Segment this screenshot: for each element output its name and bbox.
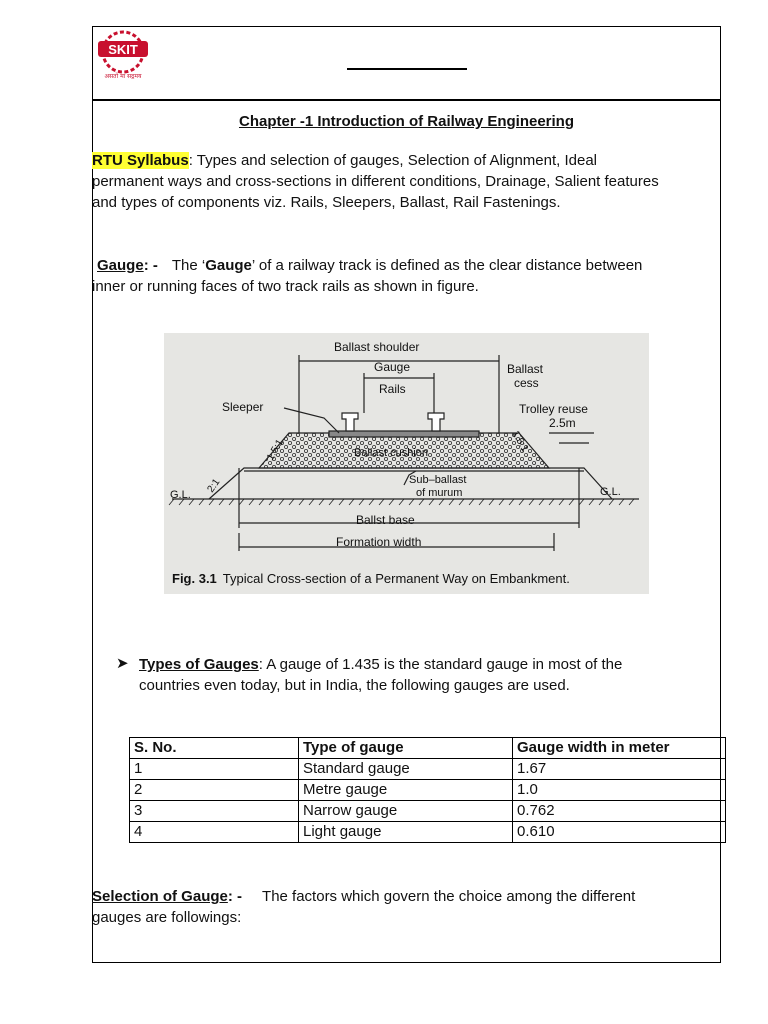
selection-paragraph — [92, 886, 721, 928]
table-header-cell: Type of gauge — [299, 738, 513, 759]
table-cell: 0.610 — [513, 822, 726, 843]
page-header — [92, 26, 721, 101]
syllabus-paragraph — [92, 150, 721, 213]
syllabus-line3: and types of components viz. Rails, Sleepers, Ballast, Rail Fastenings. — [92, 194, 561, 211]
table-row — [130, 759, 726, 780]
table-cell: 4 — [130, 822, 299, 843]
logo-tagline: असतो मा सद्गमय — [104, 73, 142, 80]
label-gauge: Gauge — [374, 360, 411, 374]
label-ballast-base: Ballst base — [356, 513, 415, 527]
gauge-label: Gauge — [97, 257, 144, 274]
table-cell: 2 — [130, 780, 299, 801]
gauge-line2: inner or running faces of two track rails as shown in figure. — [92, 278, 479, 295]
table-cell: Standard gauge — [299, 759, 513, 780]
table-header-cell: Gauge width in meter — [513, 738, 726, 759]
selection-line1: The factors which govern the choice among the different — [262, 888, 636, 905]
types-paragraph — [139, 654, 721, 696]
label-gl-left: G.L. — [170, 489, 191, 501]
figure-caption-number: Fig. 3.1 — [172, 571, 217, 586]
gauge-table — [129, 737, 726, 843]
gauge-post: ’ of a railway track is defined as the clear distance between — [251, 257, 643, 274]
label-gl-right: G.L. — [600, 486, 621, 498]
selection-sep: : - — [227, 888, 243, 905]
table-cell: Light gauge — [299, 822, 513, 843]
cross-section-figure — [164, 333, 649, 594]
skit-logo — [95, 30, 151, 82]
header-underline — [347, 68, 467, 70]
figure-caption-text: Typical Cross-section of a Permanent Way on Embankment. — [222, 571, 570, 586]
figure-caption — [172, 571, 570, 586]
label-slope-outer: 2:1 — [205, 477, 223, 495]
table-header-cell: S. No. — [130, 738, 299, 759]
chapter-title: Chapter -1 Introduction of Railway Engineering — [238, 113, 575, 130]
table-header-row — [130, 738, 726, 759]
table-row — [130, 822, 726, 843]
label-sleeper: Sleeper — [222, 400, 264, 414]
label-ballast-cess-2: cess — [514, 376, 539, 390]
label-rails: Rails — [379, 382, 406, 396]
selection-line2: gauges are followings: — [92, 909, 242, 926]
label-slope-left: 1.5:1 — [265, 437, 286, 463]
syllabus-line2: permanent ways and cross-sections in different conditions, Drainage, Salient features — [92, 173, 659, 190]
label-sub-ballast-2: of murum — [416, 487, 463, 499]
label-ballast-cess-1: Ballast — [507, 362, 544, 376]
table-cell: Metre gauge — [299, 780, 513, 801]
label-ballast-cushion: Ballast cushion — [354, 447, 428, 459]
gauge-definition — [92, 255, 721, 297]
table-row — [130, 801, 726, 822]
table-cell: 1.0 — [513, 780, 726, 801]
table-cell: 1.67 — [513, 759, 726, 780]
types-label: Types of Gauges — [139, 656, 259, 673]
label-slope-right: 1.5:1 — [509, 429, 531, 454]
types-line1: : A gauge of 1.435 is the standard gauge in most of the — [258, 656, 623, 673]
types-line2: countries even today, but in India, the following gauges are used. — [139, 677, 570, 694]
label-trolley-reuse: Trolley reuse — [519, 402, 588, 416]
logo-text: SKIT — [108, 42, 138, 57]
gauge-sep: : - — [143, 257, 158, 274]
selection-label: Selection of Gauge — [92, 888, 228, 905]
gauge-pre: The ‘ — [171, 257, 206, 274]
label-ballast-shoulder: Ballast shoulder — [334, 340, 420, 354]
table-cell: 0.762 — [513, 801, 726, 822]
syllabus-label: RTU Syllabus — [92, 152, 189, 169]
table-cell: Narrow gauge — [299, 801, 513, 822]
label-trolley-width: 2.5m — [549, 416, 576, 430]
table-cell: 1 — [130, 759, 299, 780]
table-cell: 3 — [130, 801, 299, 822]
table-row — [130, 780, 726, 801]
syllabus-line1: : Types and selection of gauges, Selection of Alignment, Ideal — [188, 152, 598, 169]
bullet-arrow-icon: ➤ — [116, 655, 129, 672]
gauge-term: Gauge — [205, 257, 252, 274]
label-sub-ballast-1: Sub–ballast — [409, 474, 467, 486]
cross-section-diagram — [164, 333, 649, 594]
label-formation-width: Formation width — [336, 535, 422, 549]
